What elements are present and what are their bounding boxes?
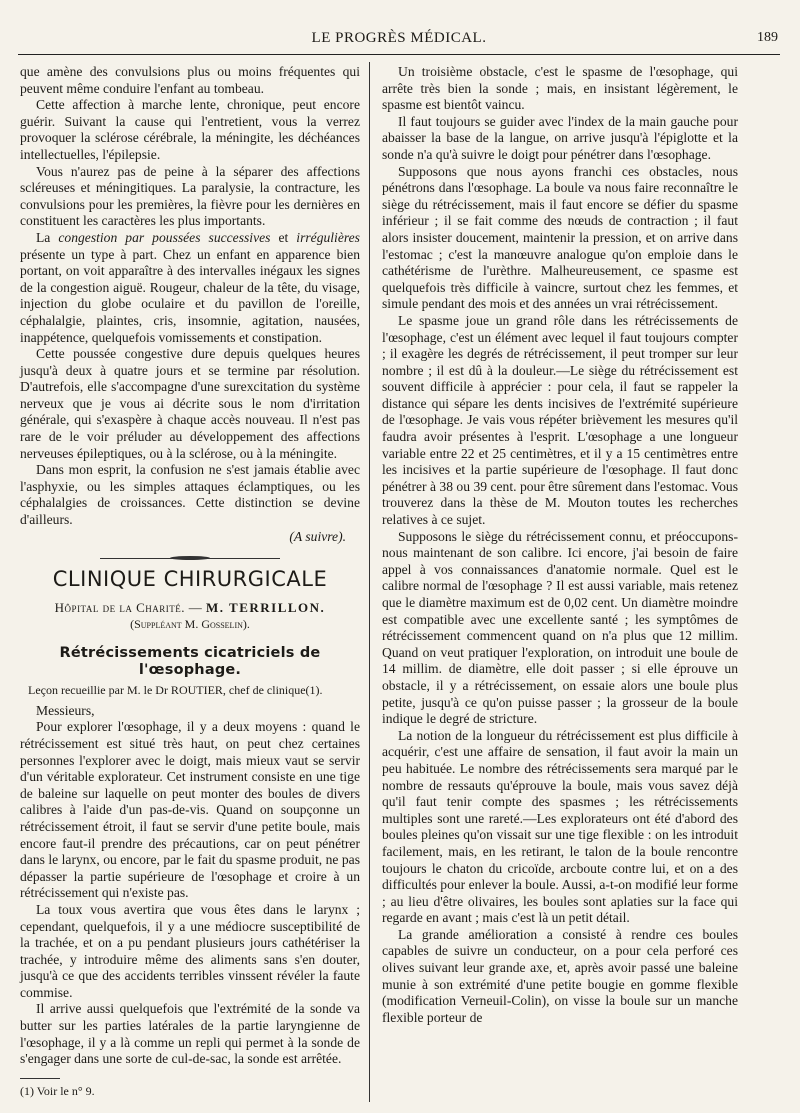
section-divider-ornament [20,555,360,563]
text-run: présente un type à part. Chez un enfant en apparence bien portant, on voit apparaître à des intervalles inégaux les signes de la congestion aiguë. Rougeur, chaleur de la tête, du visage, injection du globe oculaire et du pavillon de l'oreille, céphalalgie, plaintes, cris, insomnie, agitation, nausées, inappétence, quelquefois vomissements et constipation. [20,246,360,345]
salutation: Messieurs, [36,702,95,718]
text-run: La [36,229,59,245]
byline: Leçon recueillie par M. le Dr ROUTIER, chef de clinique(1). [28,683,323,698]
paragraph: La toux vous avertira que vous êtes dans le larynx ; cependant, quelquefois, il y a une médiocre susceptibilité de la trachée, et on a pu pendant plusieurs jours cathétériser la trachée, y introduire même des aliments sans s'en douter, jusqu'à ce que des accidents terribles vinssent révéler la faute commise. [20,901,360,1000]
paragraph: Supposons que nous ayons franchi ces obstacles, nous pénétrons dans l'œsophage. La boule va nous faire reconnaître le siège du rétrécissement, mais il faut encore se défier du spasme inférieur ; il se fait comme des nœuds de contraction ; il faut alors insister doucement, maintenir la pression, et on arrive dans l'estomac ; c'est la manœuvre analogue qu'on emploie dans le cathétérisme de l'urèthre. Malheureusement, ce spasme est quelquefois très difficile à vaincre, surtout chez les femmes, et simule pendant des mois et des années un vrai rétrécissement. [382,163,738,312]
running-title: LE PROGRÈS MÉDICAL. [311,30,487,46]
article-title: Rétrécissements cicatriciels de l'œsophage. [59,645,321,678]
hospital-line [20,600,360,617]
page-number: 189 [757,30,778,45]
paragraph: que amène des convulsions plus ou moins fréquentes qui peuvent même conduire l'enfant au tombeau. [20,64,360,96]
paragraph [20,230,360,346]
text-run: et [270,229,297,245]
dash: — [185,599,206,615]
supplement-line: (Suppléant M. Gosselin). [130,617,250,632]
paragraph: Il arrive aussi quelquefois que l'extrémité de la sonde va butter sur les parties latérales de la partie laryngienne de l'œsophage, il y a là comme un repli qui permet à la sonde de s'engager dans une sorte de cul-de-sac, la sonde est arrêtée. [20,1001,360,1067]
italic-term: irrégulières [296,229,360,245]
paragraph: Un troisième obstacle, c'est le spasme de l'œsophage, qui arrête très bien la sonde ; mais, en insistant légèrement, le spasme est bientôt vaincu. [382,64,738,113]
paragraph: La grande amélioration a consisté à rendre ces boules capables de suivre un conducteur, on a pour cela perforé ces olives suivant leur grande axe, et, après avoir passé une baleine munie à son extrémité d'une petite bougie en gomme flexible (modification Verneuil-Colin), on visse la boule sur un manche flexible porteur de [382,926,738,1025]
surgeon-name: M. TERRILLON. [206,599,326,615]
paragraph: Supposons le siège du rétrécissement connu, et préoccupons-nous maintenant de son calibre. Ici encore, j'ai besoin de faire appel à vos connaissances d'anatomie normale. Quel est le calibre normal de l'œsophage ? Il est aussi variable, mais retenez que le diamètre maximum est de 0,02 cent. Un diamètre moindre est compatible avec une excellente santé ; les symptômes de rétrécissement commencent quand on n'a plus que 12 millim. Quand on veut pratiquer l'exploration, on introduit une boule de 14 millim. de diamètre, elle doit passer ; si elle éprouve un obstacle, il y a rétrécissement, on essaie alors une boule plus petite, jusqu'à ce qu'on puisse passer ; la grosseur de la boule indique le degré de stricture. [382,528,738,727]
footnote-rule [20,1078,60,1079]
section-title: CLINIQUE CHIRURGICALE [52,567,328,592]
page-header [18,24,780,55]
to-be-continued: (A suivre). [289,528,346,544]
hospital-name: Hôpital de la Charité. [54,599,185,615]
right-column [382,64,738,1026]
paragraph: Il faut toujours se guider avec l'index de la main gauche pour abaisser la base de la langue, on arrive jusqu'à l'épiglotte et la sonde n'a qu'à suivre le doigt pour pénétrer dans l'œsophage. [382,113,738,162]
paragraph: Pour explorer l'œsophage, il y a deux moyens : quand le rétrécissement est situé très haut, on peut chez certaines personnes l'explorer avec le doigt, mais mieux vaut se servir d'un véritable explorateur. Cet instrument consiste en une tige de baleine sur laquelle on peut monter des boules de divers calibres à l'aide d'un pas-de-vis. Quand on soupçonne un rétrécissement étroit, il faut se servir d'une petite boule, mais encore faut-il prendre des précautions, car on peut pénétrer dans le larynx, ou encore, par le fait du spasme produit, ne pas dépasser la partie supérieure de l'œsophage et croire à un rétrécissement qui n'existe pas. [20,719,360,901]
left-column [20,64,360,1099]
column-rule [369,62,371,1102]
italic-term: congestion par poussées successives [58,229,271,245]
paragraph: Cette poussée congestive dure depuis quelques heures jusqu'à deux à quatre jours et se termine par résolution. D'autrefois, elle s'accompagne d'une surexcitation du système nerveux que je vous ai décrite sous le nom d'irritation générale, qui s'exaspère à chaque accès nouveau. Il n'est pas rare de le voir préluder au développement des affections nerveuses épileptiques, ou à la sclérose, ou à la méningite. [20,346,360,461]
paragraph: Cette affection à marche lente, chronique, peut encore guérir. Suivant la cause qui l'entretient, vous la verrez provoquer la sclérose cérébrale, la méningite, les déchéances intellectuelles, l'épilepsie. [20,97,360,162]
paragraph: Le spasme joue un grand rôle dans les rétrécissements de l'œsophage, c'est un élément avec lequel il faut toujours compter ; il exagère les degrés de rétrécissement, il peut tromper sur leur nombre ; il est dû à la douleur.—Le siège du rétrécissement est souvent difficile à apprécier : pour cela, il faut se rappeler la distance qui sépare les dents incisives de l'extrémité supérieure de l'œsophage. Je vais vous répéter brièvement les mesures qu'il faudra avoir présentes à l'esprit. L'œsophage a une longueur variable entre 22 et 25 centimètres, et il y a 15 centimètres entre les incisives et la partie supérieure de l'œsophage. Il faut donc pénétrer à 38 ou 39 cent. pour être sûrement dans l'estomac. Vous trouverez dans la thèse de M. Mouton toutes les recherches relatives à ce sujet. [382,312,738,528]
paragraph: Vous n'aurez pas de peine à la séparer des affections scléreuses et méningitiques. La paralysie, la contracture, les convulsions pour les premières, la fièvre pour les dernières en constituent les caractères les plus importants. [20,163,360,229]
footnote: (1) Voir le n° 9. [20,1083,95,1098]
paragraph: Dans mon esprit, la confusion ne s'est jamais établie avec l'asphyxie, ou les simples attaques éclamptiques, ou les céphalalgies de croissances. Cette distinction se devine d'ailleurs. [20,462,360,528]
paragraph: La notion de la longueur du rétrécissement est plus difficile à acquérir, c'est une affaire de sensation, il faut avoir la main un peu habituée. Le nombre des rétrécissements sera marqué par le nombre de ressauts qu'éprouve la boule, mais vous savez déjà qu'il faut tenir compte des spasmes ; les rétrécissements multiples sont une rareté.—Les explorateurs ont été d'abord des boules pleines qu'on vissait sur une tige flexible : on les introduit facilement, mais, en les retirant, le talon de la boule rencontre toujours le chaton du cricoïde, arcboute contre lui, et on a des difficultés pour enlever la boule. Aussi, a-t-on modifié leur forme ; au lieu d'être olivaires, les boules sont aplaties sur la face qui regarde en avant ; mais c'est là un petit détail. [382,727,738,926]
